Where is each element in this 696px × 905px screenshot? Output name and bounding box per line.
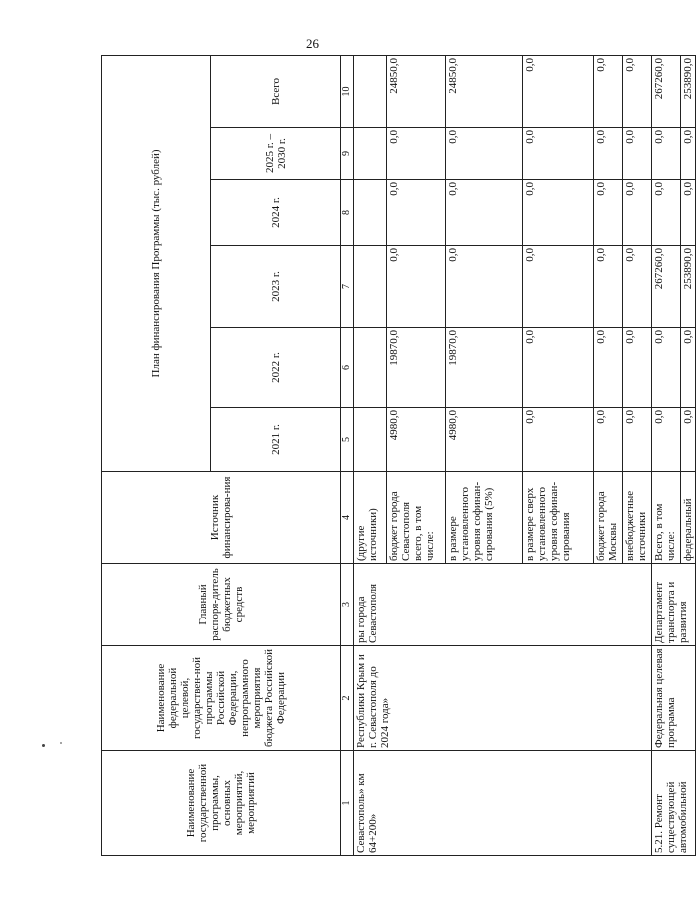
page-number: 26 — [306, 36, 319, 51]
cell-value: 24850,0 — [446, 55, 523, 127]
cell-value: 4980,0 — [446, 408, 523, 472]
col-number: 2 — [341, 646, 354, 751]
cell-value: 0,0 — [681, 328, 696, 408]
cell-value: 0,0 — [387, 246, 446, 328]
cell-value — [354, 408, 387, 472]
cell-value — [354, 180, 387, 246]
cell-value: 0,0 — [523, 408, 594, 472]
cell-value: 0,0 — [652, 328, 681, 408]
cell-funding-source: Всего, в том числе: — [652, 472, 681, 564]
col-number: 1 — [341, 751, 354, 856]
header-year-2022: 2022 г. — [211, 328, 341, 408]
header-program-name: Наименование государственной программы, основных мероприятий, мероприятий — [102, 751, 341, 856]
header-funding-source: Источник финансирова-ния — [102, 472, 341, 564]
cell-program-name: 5.21. Ремонт существующей автомобильной — [652, 751, 696, 856]
header-year-2025-2030: 2025 г. – 2030 г. — [211, 128, 341, 180]
cell-value: 0,0 — [623, 180, 652, 246]
cell-funding-source: (другие источники) — [354, 472, 387, 564]
cell-funding-source: в размере установленного уровня софинан-сирования (5%) — [446, 472, 523, 564]
cell-value: 0,0 — [523, 328, 594, 408]
cell-value: 0,0 — [681, 128, 696, 180]
cell-value: 0,0 — [446, 128, 523, 180]
cell-program-name: Севастополь» км 64+200» — [354, 751, 652, 856]
header-year-2023: 2023 г. — [211, 246, 341, 328]
cell-value: 0,0 — [446, 180, 523, 246]
col-number: 6 — [341, 328, 354, 408]
cell-value: 0,0 — [623, 408, 652, 472]
cell-value: 267260,0 — [652, 55, 681, 127]
header-total: Всего — [211, 55, 341, 127]
cell-value: 19870,0 — [387, 328, 446, 408]
col-number: 7 — [341, 246, 354, 328]
cell-value: 19870,0 — [446, 328, 523, 408]
cell-value — [354, 128, 387, 180]
cell-value: 0,0 — [523, 246, 594, 328]
cell-value: 0,0 — [594, 328, 623, 408]
scan-speck — [42, 744, 45, 747]
cell-funding-source: бюджет города Москвы — [594, 472, 623, 564]
cell-budget-manager: Департамент транспорта и развития — [652, 564, 696, 646]
column-numbers-row — [341, 55, 354, 855]
financing-table — [101, 55, 696, 856]
cell-value: 0,0 — [623, 55, 652, 127]
cell-funding-source: внебюджетные источники — [623, 472, 652, 564]
cell-value: 0,0 — [594, 246, 623, 328]
cell-federal-program: Республики Крым и г. Севастополя до 2024 года» — [354, 646, 652, 751]
cell-funding-source: в размере сверх установленного уровня софинан-сирования — [523, 472, 594, 564]
cell-funding-source: федеральный — [681, 472, 696, 564]
cell-federal-program: Федеральная целевая программа — [652, 646, 696, 751]
header-year-2024: 2024 г. — [211, 180, 341, 246]
cell-value — [354, 328, 387, 408]
header-year-2021: 2021 г. — [211, 408, 341, 472]
cell-value: 0,0 — [523, 128, 594, 180]
cell-value: 24850,0 — [387, 55, 446, 127]
col-number: 5 — [341, 408, 354, 472]
cell-value: 0,0 — [681, 180, 696, 246]
cell-value: 0,0 — [652, 180, 681, 246]
col-number: 10 — [341, 55, 354, 127]
cell-value: 253890,0 — [681, 246, 696, 328]
cell-funding-source: бюджет города Севастополя всего, в том числе: — [387, 472, 446, 564]
cell-value: 0,0 — [594, 180, 623, 246]
cell-value: 0,0 — [594, 128, 623, 180]
col-number: 9 — [341, 128, 354, 180]
cell-value: 4980,0 — [387, 408, 446, 472]
cell-value: 0,0 — [523, 180, 594, 246]
table-row — [354, 55, 387, 855]
cell-value: 267260,0 — [652, 246, 681, 328]
cell-value: 0,0 — [681, 408, 696, 472]
cell-value: 0,0 — [652, 128, 681, 180]
cell-budget-manager: ры города Севастополя — [354, 564, 652, 646]
cell-value: 253890,0 — [681, 55, 696, 127]
cell-value: 0,0 — [623, 128, 652, 180]
cell-value: 0,0 — [623, 328, 652, 408]
cell-value: 0,0 — [523, 55, 594, 127]
cell-value — [354, 55, 387, 127]
table-row — [652, 55, 681, 855]
cell-value: 0,0 — [594, 408, 623, 472]
cell-value: 0,0 — [446, 246, 523, 328]
col-number: 3 — [341, 564, 354, 646]
cell-value: 0,0 — [652, 408, 681, 472]
cell-value: 0,0 — [623, 246, 652, 328]
cell-value — [354, 246, 387, 328]
header-financing-plan: План финансирования Программы (тыс. рублей) — [102, 55, 211, 471]
cell-value: 0,0 — [594, 55, 623, 127]
header-federal-program: Наименование федеральной целевой, государствен-ной программы Российской Федерации, непрограммного мероприятия бюджета Российской Федерации — [102, 646, 341, 751]
scan-speck — [60, 742, 62, 744]
col-number: 4 — [341, 472, 354, 564]
rotated-table-wrapper — [101, 56, 694, 856]
cell-value: 0,0 — [387, 180, 446, 246]
col-number: 8 — [341, 180, 354, 246]
cell-value: 0,0 — [387, 128, 446, 180]
header-budget-manager: Главный распоря-дитель бюджетных средств — [102, 564, 341, 646]
